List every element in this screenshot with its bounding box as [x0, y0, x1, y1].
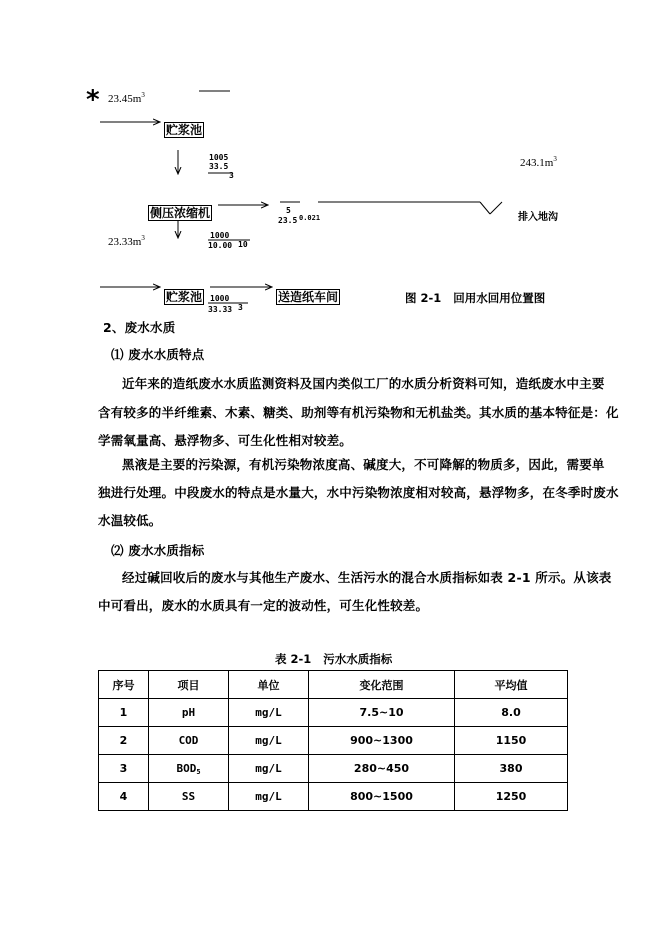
cell-avg: 380 — [455, 755, 568, 783]
cell-range: 900~1300 — [309, 727, 455, 755]
ratio-3-top: 1000 — [210, 231, 230, 240]
cell-item: COD — [149, 727, 229, 755]
cell-avg: 1150 — [455, 727, 568, 755]
flow-left-bottom: $23.33m^3$ — [108, 234, 145, 248]
subsection-2-heading: ⑵ 废水水质指标 — [111, 543, 205, 558]
cell-range: 800~1500 — [309, 783, 455, 811]
table-caption: 表 2-1 污水水质指标 — [275, 652, 393, 666]
star-symbol: * — [86, 85, 100, 115]
cell-no: 3 — [99, 755, 149, 783]
table-header-row — [99, 671, 568, 699]
flow-right-top: $243.1m^3$ — [520, 155, 557, 169]
ratio-2-sub: 0.021 — [299, 214, 321, 222]
table-row — [99, 783, 568, 811]
cell-range: 7.5~10 — [309, 699, 455, 727]
table-row — [99, 755, 568, 783]
paragraph-1-line-2: 含有较多的半纤维素、木素、糖类、助剂等有机污染物和无机盐类。其水质的基本特征是：化 — [98, 405, 619, 420]
ratio-3-bottom: 10.00 — [208, 241, 233, 250]
drain-label: 排入地沟 — [518, 212, 558, 223]
paragraph-2-line-3: 水温较低。 — [98, 513, 162, 528]
ratio-4-top: 1000 — [210, 294, 230, 303]
figure-caption: 图 2-1 回用水回用位置图 — [405, 291, 546, 305]
paragraph-2-line-2: 独进行处理。中段废水的特点是水量大，水中污染物浓度相对较高，悬浮物多，在冬季时废水 — [98, 485, 619, 500]
cell-unit: mg/L — [229, 755, 309, 783]
press-thickener: 侧压浓缩机 — [150, 206, 211, 220]
ratio-2-bottom: 23.5 — [278, 216, 298, 225]
paragraph-3-line-1: 经过碱回收后的废水与其他生产废水、生活污水的混合水质指标如表 2-1 所示。从该表 — [122, 570, 612, 585]
paragraph-3-line-2: 中可看出，废水的水质具有一定的波动性，可生化性较差。 — [98, 598, 429, 613]
header-item: 项目 — [149, 671, 229, 699]
paper-workshop: 送造纸车间 — [278, 290, 339, 304]
header-unit: 单位 — [229, 671, 309, 699]
cell-no: 4 — [99, 783, 149, 811]
cell-item: SS — [149, 783, 229, 811]
ratio-3-sub: 10 — [238, 240, 248, 249]
cell-no: 2 — [99, 727, 149, 755]
paragraph-2-line-1: 黑液是主要的污染源，有机污染物浓度高、碱度大，不可降解的物质多，因此，需要单 — [122, 457, 605, 472]
paragraph-1-line-3: 学需氧量高、悬浮物多、可生化性相对较差。 — [98, 433, 353, 448]
flow-in-top: $23.45m^3$ — [108, 91, 145, 105]
section-heading: 2、废水水质 — [103, 320, 176, 335]
cell-no: 1 — [99, 699, 149, 727]
storage-tank-1: 贮浆池 — [166, 123, 203, 137]
cell-avg: 1250 — [455, 783, 568, 811]
header-avg: 平均值 — [455, 671, 568, 699]
header-range: 变化范围 — [309, 671, 455, 699]
diagram-lines — [0, 0, 662, 320]
ratio-4-bottom: 33.33 — [208, 305, 233, 314]
ratio-4-sub: 3 — [238, 303, 243, 312]
cell-unit: mg/L — [229, 727, 309, 755]
cell-item: $BOD_5$ — [149, 755, 229, 783]
cell-item: pH — [149, 699, 229, 727]
cell-unit: mg/L — [229, 783, 309, 811]
subsection-1-heading: ⑴ 废水水质特点 — [111, 347, 205, 362]
water-quality-table — [98, 670, 568, 811]
header-no: 序号 — [99, 671, 149, 699]
ratio-1: 1005 33.5 3 — [209, 153, 234, 180]
cell-unit: mg/L — [229, 699, 309, 727]
table-row — [99, 699, 568, 727]
storage-tank-2: 贮浆池 — [166, 290, 203, 304]
table-row — [99, 727, 568, 755]
ratio-2-top: 5 — [286, 206, 291, 215]
cell-range: 280~450 — [309, 755, 455, 783]
paragraph-1-line-1: 近年来的造纸废水水质监测资料及国内类似工厂的水质分析资料可知，造纸废水中主要 — [122, 376, 605, 391]
cell-avg: 8.0 — [455, 699, 568, 727]
